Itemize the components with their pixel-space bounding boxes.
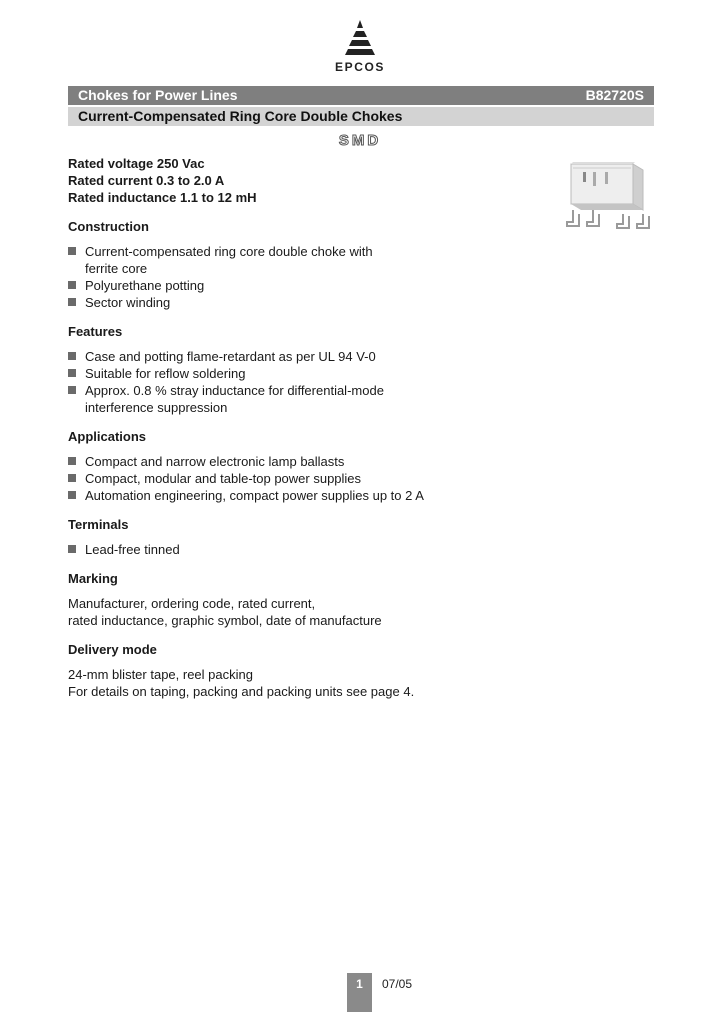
features-list — [68, 348, 415, 416]
list-item: Compact and narrow electronic lamp ballasts — [68, 453, 424, 470]
epcos-logo — [324, 18, 396, 76]
smd-badge — [326, 133, 394, 152]
page-title: Current-Compensated Ring Core Double Chokes — [78, 108, 403, 124]
category-title: Chokes for Power Lines — [78, 87, 238, 103]
ratings — [68, 155, 257, 206]
delivery-line: 24-mm blister tape, reel packing — [68, 667, 253, 682]
list-item: Current-compensated ring core double choke with ferrite core — [68, 243, 385, 277]
list-item: Suitable for reflow soldering — [68, 365, 415, 382]
logo-text: EPCOS — [334, 60, 385, 74]
list-item: Sector winding — [68, 294, 385, 311]
category-bar — [68, 86, 654, 105]
terminals-heading: Terminals — [68, 517, 129, 532]
construction-list — [68, 243, 385, 311]
ordering-code: B82720S — [585, 87, 644, 103]
page-number: 1 — [356, 977, 363, 991]
delivery-heading: Delivery mode — [68, 642, 157, 657]
marking-line: rated inductance, graphic symbol, date of manufacture — [68, 613, 382, 628]
marking-heading: Marking — [68, 571, 118, 586]
list-item: Automation engineering, compact power supplies up to 2 A — [68, 487, 424, 504]
rated-inductance: Rated inductance 1.1 to 12 mH — [68, 190, 257, 205]
delivery-line: For details on taping, packing and packing units see page 4. — [68, 684, 415, 699]
smd-badge-text: SMD — [338, 133, 382, 147]
product-image — [563, 158, 653, 239]
terminals-list — [68, 541, 180, 558]
list-item: Polyurethane potting — [68, 277, 385, 294]
list-item: Case and potting flame-retardant as per UL 94 V-0 — [68, 348, 415, 365]
epcos-logo-mark-icon — [340, 18, 380, 58]
features-heading: Features — [68, 324, 123, 339]
delivery-text — [68, 666, 414, 700]
rated-current: Rated current 0.3 to 2.0 A — [68, 173, 225, 188]
page-number-box — [347, 973, 372, 1012]
list-item: Approx. 0.8 % stray inductance for differential-mode interference suppression — [68, 382, 415, 416]
construction-heading: Construction — [68, 219, 149, 234]
subtitle-bar — [68, 107, 654, 126]
rated-voltage: Rated voltage 250 Vac — [68, 156, 205, 171]
marking-line: Manufacturer, ordering code, rated current, — [68, 596, 316, 611]
list-item: Lead-free tinned — [68, 541, 180, 558]
footer-date: 07/05 — [382, 977, 413, 991]
list-item: Compact, modular and table-top power supplies — [68, 470, 424, 487]
marking-text — [68, 595, 382, 629]
applications-list — [68, 453, 424, 504]
applications-heading: Applications — [68, 429, 147, 444]
